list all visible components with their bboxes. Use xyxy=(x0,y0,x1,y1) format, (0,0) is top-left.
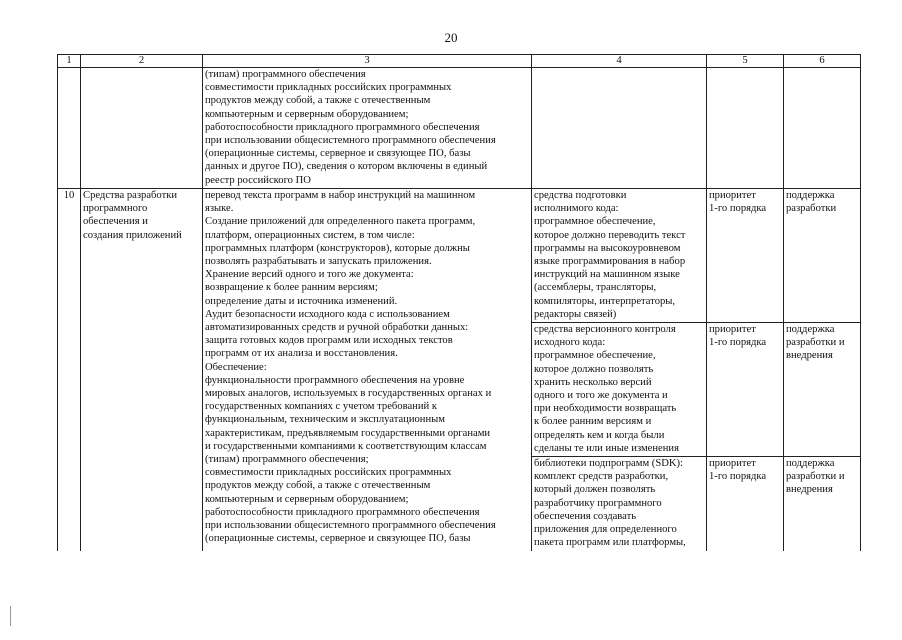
margin-mark xyxy=(10,606,11,626)
text-line: поддержка xyxy=(786,458,835,469)
text-line: компьютерным и серверным оборудованием; xyxy=(205,493,409,505)
column-header: 1 xyxy=(58,55,81,68)
text-line: приоритет xyxy=(709,458,756,469)
text-line: (типам) программного обеспечения xyxy=(205,69,366,80)
text-line: Обеспечение: xyxy=(205,361,267,373)
text-line: совместимости прикладных российских программных xyxy=(205,467,452,479)
text-line: редакторы связей) xyxy=(534,308,617,320)
cell-name xyxy=(81,68,203,189)
text-line: (операционные системы, серверное и связующее ПО, базы xyxy=(205,148,471,160)
text-line: программ от их анализа и восстановления. xyxy=(205,348,398,360)
text-line: исполнимого кода: xyxy=(534,203,619,215)
text-line: поддержка xyxy=(786,190,835,201)
text-line: разработки и xyxy=(786,337,845,349)
text-line: реестр российского ПО xyxy=(205,174,311,186)
text-line: который должен позволять xyxy=(534,484,656,496)
text-line: автоматизированных средств и ручной обработки данных: xyxy=(205,322,469,334)
text-line: функциональности программного обеспечения на уровне xyxy=(205,374,465,386)
text-line: приложения для определенного xyxy=(534,524,677,536)
text-line: внедрения xyxy=(786,484,833,496)
column-header: 4 xyxy=(532,55,707,68)
text-line: (типам) программного обеспечения; xyxy=(205,454,369,466)
text-line: разработчику программного xyxy=(534,497,662,509)
column-header: 5 xyxy=(707,55,784,68)
text-line: библиотеки подпрограмм (SDK): xyxy=(534,458,684,469)
text-line: 1-го порядка xyxy=(709,203,767,215)
text-line: данных и другое ПО), сведения о котором включены в единый xyxy=(205,161,488,173)
cell-description xyxy=(203,68,532,189)
text-line: и государственными компаниями к соответствующим классам xyxy=(205,440,487,452)
cell-priority xyxy=(707,68,784,189)
text-line: перевод текста программ в набор инструкций на машинном xyxy=(205,190,476,201)
text-line: компиляторы, интерпретаторы, xyxy=(534,295,676,307)
page-number: 20 xyxy=(444,30,458,45)
text-line: языке программирования в набор xyxy=(534,256,686,268)
text-line: (операционные системы, серверное и связующее ПО, базы xyxy=(205,533,471,545)
text-line: при использовании общесистемного программного обеспечения xyxy=(205,135,496,147)
text-line: которое должно позволять xyxy=(534,363,654,375)
text-line: Создание приложений для определенного пакета программ, xyxy=(205,216,476,228)
text-line: приоритет xyxy=(709,324,756,335)
text-line: работоспособности прикладного программного обеспечения xyxy=(205,121,480,133)
text-line: программных платформ (конструкторов), которые должны xyxy=(205,242,470,254)
text-line: работоспособности прикладного программного обеспечения xyxy=(205,506,480,518)
cell-support xyxy=(784,189,861,323)
column-header: 6 xyxy=(784,55,861,68)
text-line: которое должно переводить текст xyxy=(534,229,686,241)
text-line: разработки xyxy=(786,203,837,215)
text-line: пакета программ или платформы, xyxy=(534,537,686,549)
text-line: (ассемблеры, трансляторы, xyxy=(534,282,657,294)
text-line: инструкций на машинном языке xyxy=(534,269,680,281)
text-line: определять кем и когда были xyxy=(534,429,665,441)
table-row-10-a xyxy=(58,189,861,323)
text-line: компьютерным и серверным оборудованием; xyxy=(205,108,409,120)
text-line: комплект средств разработки, xyxy=(534,471,669,483)
text-line: обеспечения и xyxy=(83,216,148,228)
text-line: мировых аналогов, используемых в государственных органах и xyxy=(205,388,492,400)
text-line: Хранение версий одного и того же документа: xyxy=(205,269,414,281)
text-line: поддержка xyxy=(786,324,835,335)
text-line: 1-го порядка xyxy=(709,337,767,349)
text-line: 1-го порядка xyxy=(709,471,767,483)
text-line: программного xyxy=(83,203,148,215)
text-line: при необходимости возвращать xyxy=(534,403,677,415)
text-line: защита готовых кодов программ или исходных текстов xyxy=(205,335,453,347)
text-line: обеспечения создавать xyxy=(534,510,637,522)
cell-priority xyxy=(707,189,784,323)
text-line: хранить несколько версий xyxy=(534,376,652,388)
cell-support xyxy=(784,457,861,551)
cell-support xyxy=(784,323,861,457)
text-line: к более ранним версиям и xyxy=(534,416,652,428)
text-line: продуктов между собой, а также с отечественным xyxy=(205,95,431,107)
cell-num xyxy=(58,68,81,189)
cell-means xyxy=(532,457,707,551)
text-line: программное обеспечение, xyxy=(534,350,656,362)
cell-priority xyxy=(707,323,784,457)
text-line: программное обеспечение, xyxy=(534,216,656,228)
column-header: 2 xyxy=(81,55,203,68)
table-row-continued xyxy=(58,68,861,189)
text-line: средства подготовки xyxy=(534,190,627,201)
text-line: сделаны те или иные изменения xyxy=(534,442,679,454)
text-line: государственных компаниях с учетом требований к xyxy=(205,401,437,413)
cell-means xyxy=(532,323,707,457)
text-line: совместимости прикладных российских программных xyxy=(205,82,452,94)
text-line: программы на высокоуровневом xyxy=(534,242,681,254)
cell-means xyxy=(532,189,707,323)
header-row xyxy=(58,55,861,68)
text-line: создания приложений xyxy=(83,229,182,241)
text-line: Средства разработки xyxy=(83,190,178,201)
text-line: при использовании общесистемного программного обеспечения xyxy=(205,520,496,532)
text-line: характеристикам, предъявляемым государственными органами xyxy=(205,427,491,439)
text-line: платформ, операционных систем, в том числе: xyxy=(205,229,415,241)
cell-description xyxy=(203,189,532,551)
text-line: возвращение к более ранним версиям; xyxy=(205,282,378,294)
cell-means xyxy=(532,68,707,189)
text-line: продуктов между собой, а также с отечественным xyxy=(205,480,431,492)
cell-num: 10 xyxy=(58,189,81,551)
text-line: определение даты и источника изменений. xyxy=(205,295,398,307)
text-line: внедрения xyxy=(786,350,833,362)
requirements-table xyxy=(57,54,861,551)
text-line: исходного кода: xyxy=(534,337,606,349)
cell-priority xyxy=(707,457,784,551)
text-line: разработки и xyxy=(786,471,845,483)
text-line: позволять разрабатывать и запускать приложения. xyxy=(205,256,432,268)
text-line: Аудит безопасности исходного кода с использованием xyxy=(205,308,450,320)
text-line: одного и того же документа и xyxy=(534,390,668,402)
column-header: 3 xyxy=(203,55,532,68)
text-line: приоритет xyxy=(709,190,756,201)
text-line: языке. xyxy=(205,203,234,215)
text-line: средства версионного контроля xyxy=(534,324,676,335)
text-line: функциональным, техническим и эксплуатационным xyxy=(205,414,445,426)
cell-support xyxy=(784,68,861,189)
cell-name xyxy=(81,189,203,551)
